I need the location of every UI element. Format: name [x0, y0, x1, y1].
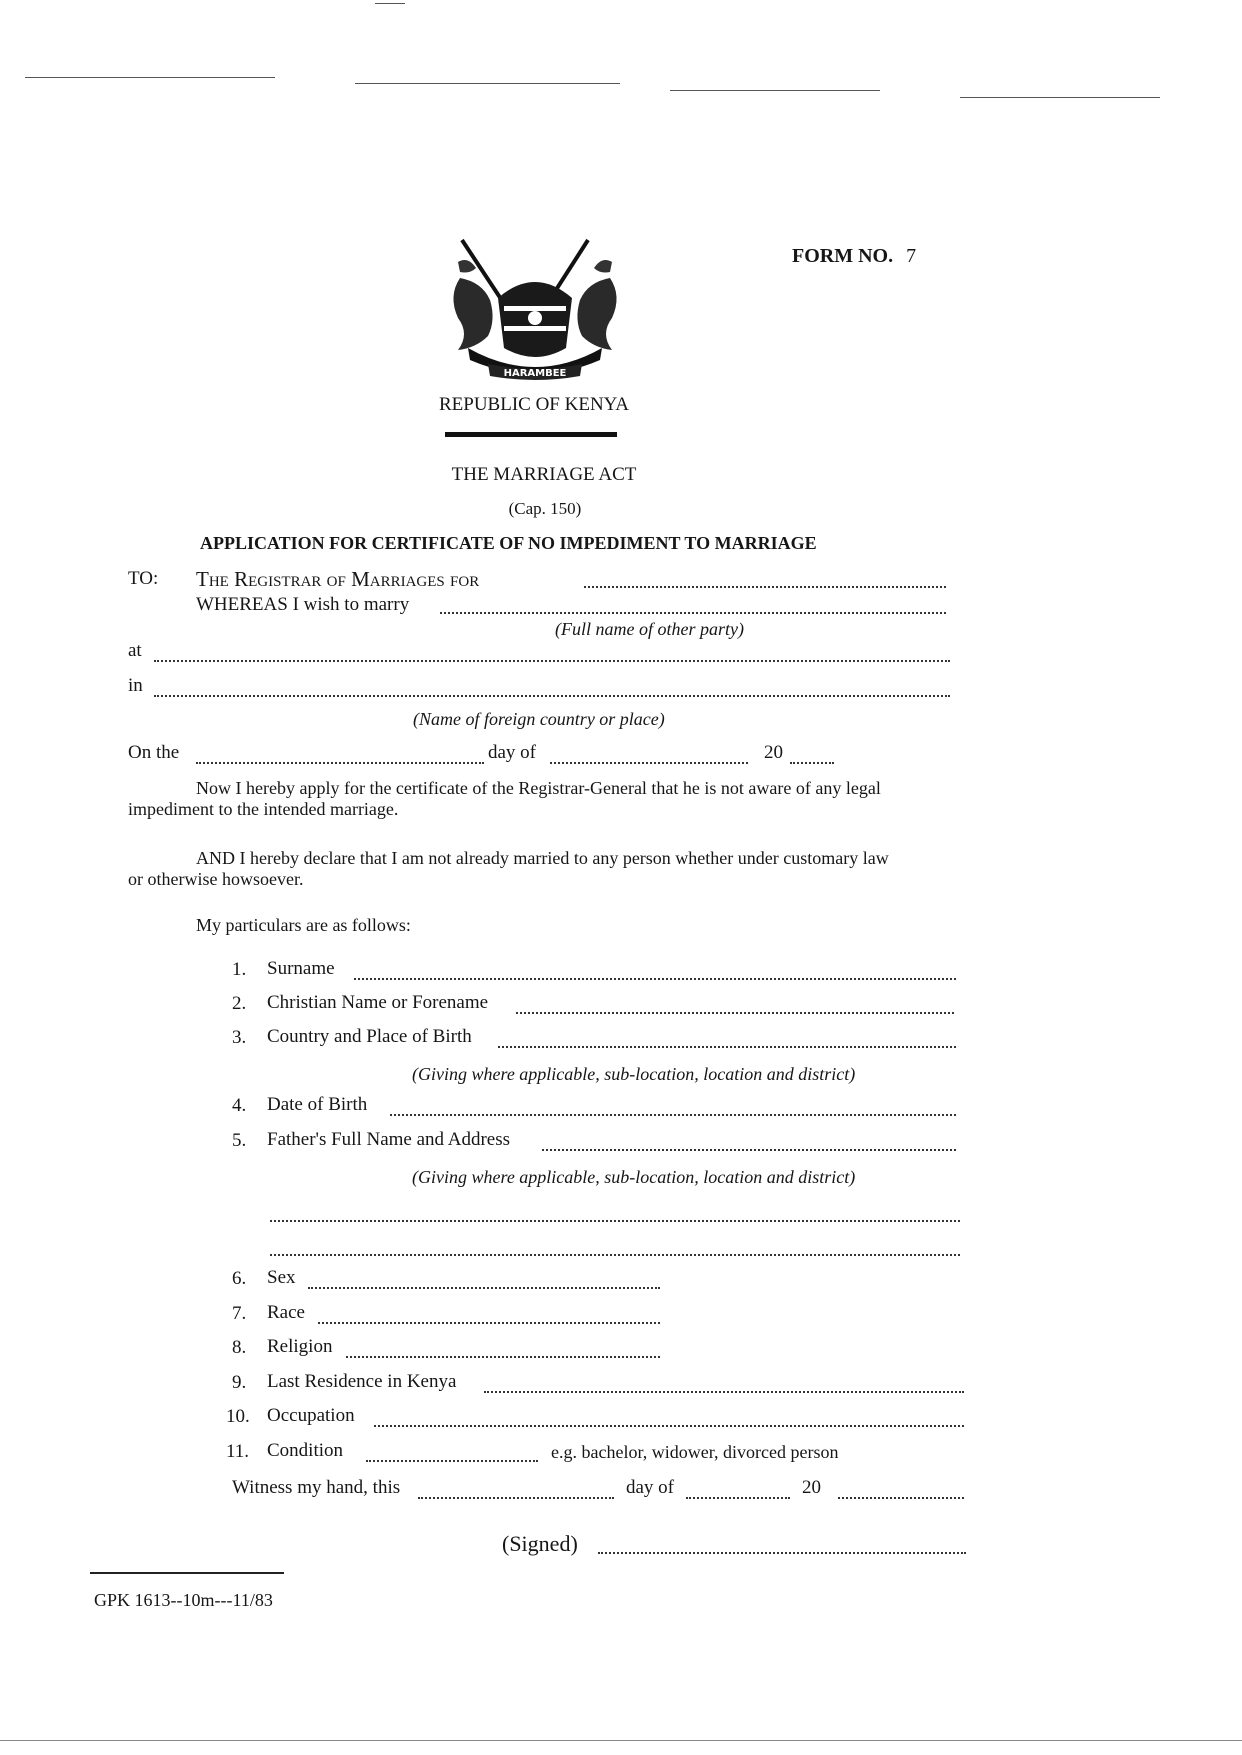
heading-rule	[445, 432, 617, 437]
signature-field[interactable]	[598, 1538, 966, 1554]
in-field[interactable]	[154, 681, 950, 697]
religion-label: Religion	[267, 1336, 333, 1357]
cap-heading: (Cap. 150)	[508, 499, 582, 518]
registrar-label: The Registrar of Marriages for	[196, 567, 480, 591]
scan-artifact	[670, 90, 880, 91]
residence-label: Last Residence in Kenya	[267, 1371, 457, 1392]
birth-place-label: Country and Place of Birth	[267, 1026, 472, 1047]
item-number: 7.	[232, 1303, 247, 1324]
whereas-label: WHEREAS I wish to marry	[196, 594, 410, 615]
scan-artifact	[375, 3, 405, 4]
condition-example: e.g. bachelor, widower, divorced person	[551, 1442, 839, 1462]
condition-label: Condition	[267, 1440, 344, 1461]
location-note: (Giving where applicable, sub-location, location and district)	[412, 1167, 856, 1187]
witness-month-field[interactable]	[686, 1483, 790, 1499]
item-number: 1.	[232, 959, 247, 980]
residence-field[interactable]	[484, 1377, 964, 1393]
father-field[interactable]	[542, 1135, 956, 1151]
item-number: 10.	[226, 1406, 250, 1427]
to-label: TO:	[128, 568, 159, 589]
item-number: 5.	[232, 1130, 247, 1151]
father-address-line[interactable]	[270, 1206, 960, 1222]
seal-motto: HARAMBEE	[503, 368, 567, 379]
sex-field[interactable]	[308, 1273, 660, 1289]
footer-rule	[90, 1572, 284, 1574]
signed-label: (Signed)	[502, 1531, 578, 1556]
on-the-label: On the	[128, 742, 180, 763]
full-name-note: (Full name of other party)	[555, 619, 744, 639]
declaration-paragraph-line1: AND I hereby declare that I am not already married to any person whether under customary law	[196, 848, 889, 868]
item-number: 9.	[232, 1372, 247, 1393]
print-code: GPK 1613--10m---11/83	[94, 1590, 273, 1610]
witness-day-of-label: day of	[626, 1477, 675, 1498]
other-party-field[interactable]	[440, 598, 946, 614]
item-number: 4.	[232, 1095, 247, 1116]
application-paragraph-line1: Now I hereby apply for the certificate of the Registrar-General that he is not aware of any legal	[196, 778, 881, 798]
item-number: 2.	[232, 993, 247, 1014]
application-paragraph-line2: impediment to the intended marriage.	[128, 799, 399, 819]
foreign-place-note: (Name of foreign country or place)	[413, 709, 665, 729]
sex-label: Sex	[267, 1267, 296, 1288]
witness-year-prefix: 20	[802, 1477, 821, 1498]
scan-artifact	[25, 77, 275, 78]
witness-year-field[interactable]	[838, 1483, 964, 1499]
year-field[interactable]	[790, 748, 834, 764]
forename-field[interactable]	[516, 998, 954, 1014]
scan-artifact	[355, 83, 620, 84]
occupation-field[interactable]	[374, 1411, 964, 1427]
surname-field[interactable]	[354, 964, 956, 980]
surname-label: Surname	[267, 958, 335, 979]
particulars-intro: My particulars are as follows:	[196, 915, 411, 935]
year-prefix: 20	[764, 742, 783, 763]
at-label: at	[128, 640, 142, 661]
witness-label: Witness my hand, this	[232, 1477, 401, 1498]
dob-field[interactable]	[390, 1100, 956, 1116]
witness-day-field[interactable]	[418, 1483, 614, 1499]
location-note: (Giving where applicable, sub-location, location and district)	[412, 1064, 856, 1084]
item-number: 8.	[232, 1337, 247, 1358]
father-address-line[interactable]	[270, 1240, 960, 1256]
religion-field[interactable]	[346, 1342, 660, 1358]
scan-artifact	[0, 1740, 1242, 1741]
coat-of-arms-seal	[440, 236, 630, 386]
in-label: in	[128, 675, 143, 696]
declaration-paragraph-line2: or otherwise howsoever.	[128, 869, 304, 889]
item-number: 11.	[226, 1441, 250, 1462]
registrar-field[interactable]	[584, 572, 946, 588]
race-label: Race	[267, 1302, 305, 1323]
father-label: Father's Full Name and Address	[267, 1129, 511, 1150]
on-the-day-field[interactable]	[196, 748, 484, 764]
day-of-label: day of	[488, 742, 537, 763]
form-number: FORM NO. 7	[792, 245, 917, 267]
item-number: 3.	[232, 1027, 247, 1048]
republic-heading: REPUBLIC OF KENYA	[438, 394, 630, 415]
month-field[interactable]	[550, 748, 748, 764]
birth-place-field[interactable]	[498, 1032, 956, 1048]
condition-field[interactable]	[366, 1446, 538, 1462]
occupation-label: Occupation	[267, 1405, 355, 1426]
race-field[interactable]	[318, 1308, 660, 1324]
scan-artifact	[960, 97, 1160, 98]
dob-label: Date of Birth	[267, 1094, 368, 1115]
forename-label: Christian Name or Forename	[267, 992, 489, 1013]
act-heading: THE MARRIAGE ACT	[451, 464, 637, 485]
item-number: 6.	[232, 1268, 247, 1289]
form-title: APPLICATION FOR CERTIFICATE OF NO IMPEDIMENT TO MARRIAGE	[200, 533, 817, 553]
at-field[interactable]	[154, 646, 950, 662]
